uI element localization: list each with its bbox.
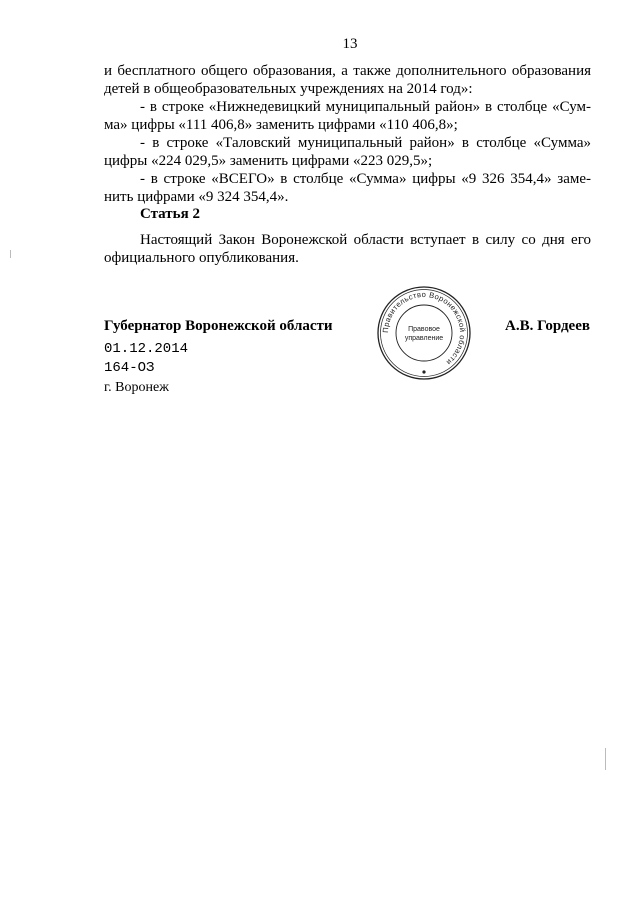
scan-artifact [605, 748, 606, 770]
seal-inner-line-2: управление [404, 335, 444, 342]
text-line: ма» цифры «111 406,8» заменить цифрами «110 406,8»; [104, 117, 458, 133]
article-2-text [104, 231, 591, 267]
official-seal-stamp [374, 283, 474, 383]
text-line: - в строке «Таловский муниципальный район» в столбце «Сумма» [140, 135, 591, 151]
seal-inner-line-1: Правовое [408, 326, 440, 333]
scan-artifact [10, 250, 11, 258]
governor-title: Губернатор Воронежской области [104, 318, 333, 334]
law-city: г. Воронеж [104, 380, 169, 395]
text-line: Настоящий Закон Воронежской области вступает в силу со дня его [140, 232, 591, 248]
law-info-block [104, 340, 188, 397]
law-number: 164-ОЗ [104, 360, 155, 376]
text-line: официального опубликования. [104, 250, 299, 266]
text-line: детей в общеобразовательных учреждениях на 2014 год»: [104, 81, 473, 97]
text-line: - в строке «ВСЕГО» в столбце «Сумма» цифры «9 326 354,4» заме- [140, 171, 591, 187]
page-number: 13 [342, 36, 358, 52]
text-line: цифры «224 029,5» заменить цифрами «223 029,5»; [104, 153, 433, 169]
law-date: 01.12.2014 [104, 341, 189, 357]
text-line: нить цифрами «9 324 354,4». [104, 189, 289, 205]
article-2-heading: Статья 2 [140, 206, 200, 222]
article1-amendments-text [104, 62, 591, 206]
seal-outer-text: Правительство Воронежской области [380, 289, 468, 368]
text-line: и бесплатного общего образования, а также дополнительного образования [104, 63, 591, 79]
signer-name: А.В. Гордеев [505, 318, 590, 334]
seal-outer-dots [422, 370, 425, 373]
text-line: - в строке «Нижнедевицкий муниципальный район» в столбце «Сум- [140, 99, 591, 115]
